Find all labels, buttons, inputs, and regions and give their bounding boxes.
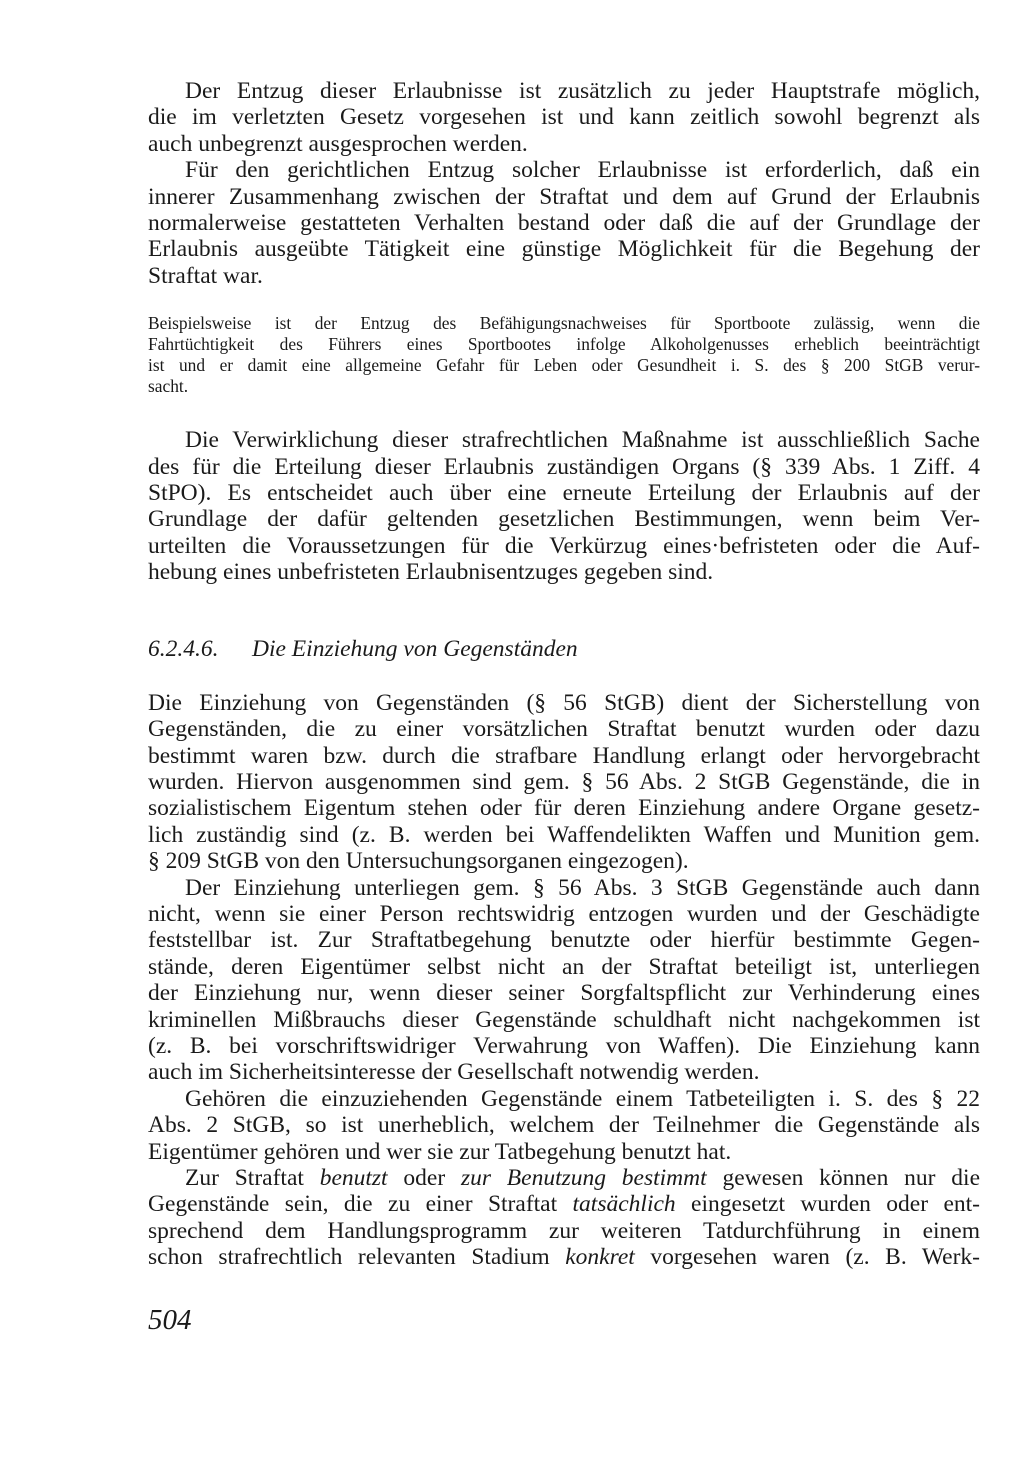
text-line: ist und er damit eine allgemeine Gefahr für Leben oder Gesundheit i. S. des § 200 StGB verur- <box>148 355 980 376</box>
text-line: sacht. <box>148 376 189 397</box>
text-run: eingesetzt wurden oder ent- <box>675 1191 980 1218</box>
text-line: feststellbar ist. Zur Straftatbegehung benutzte oder hierfür bestimmte Gegen- <box>148 927 980 954</box>
text-line: urteilten die Voraussetzungen für die Verkürzug eines·befristeten oder die Auf- <box>148 532 980 559</box>
text-line: sprechend dem Handlungsprogramm zur weiteren Tatdurchführung in einem <box>148 1217 980 1244</box>
paragraph-7 <box>148 1165 980 1271</box>
text-run: schon strafrechtlich relevanten Stadium <box>148 1244 566 1271</box>
text-line: nicht, wenn sie einer Person rechtswidrig entzogen wurden und der Geschädigte <box>148 900 980 927</box>
paragraph-6 <box>148 1086 980 1165</box>
text-line: normalerweise gestatteten Verhalten bestand oder daß die auf der Grundlage der <box>148 210 980 237</box>
text-run: Gegenstände sein, die zu einer Straftat <box>148 1191 573 1218</box>
text-line: sozialistischem Eigentum stehen oder für deren Einziehung andere Organe gesetz- <box>148 795 980 822</box>
section-title: Die Einziehung von Gegenständen <box>252 635 578 662</box>
section-heading <box>148 635 980 663</box>
text-line: Abs. 2 StGB, so ist unerheblich, welchem der Teilnehmer die Gegenstände als <box>148 1112 980 1139</box>
text-line: stände, deren Eigentümer selbst nicht an der Straftat beteiligt ist, unterliegen <box>148 953 980 980</box>
text-line: wurden. Hiervon ausgenommen sind gem. § 56 Abs. 2 StGB Gegenstände, die in <box>148 768 980 795</box>
text-line: Beispielsweise ist der Entzug des Befähigungsnachweises für Sportboote zulässig, wenn die <box>148 313 980 334</box>
text-line: auch unbegrenzt ausgesprochen werden. <box>148 130 528 157</box>
paragraph-3 <box>148 427 980 585</box>
text-line: Für den gerichtlichen Entzug solcher Erlaubnisse ist erforderlich, daß ein <box>185 157 980 184</box>
section-number: 6.2.4.6. <box>148 635 219 662</box>
emphasis: tatsächlich <box>572 1191 676 1218</box>
text-line: Der Einziehung unterliegen gem. § 56 Abs. 3 StGB Gegenstände auch dann <box>185 874 980 901</box>
paragraph-2 <box>148 157 980 289</box>
text-line: Gehören die einzuziehenden Gegenstände einem Tatbeteiligten i. S. des § 22 <box>185 1085 980 1112</box>
example-note <box>148 313 980 397</box>
text-line: Die Verwirklichung dieser strafrechtlichen Maßnahme ist ausschließlich Sache <box>185 427 980 454</box>
text-line: auch im Sicherheitsinteresse der Gesellschaft notwendig werden. <box>148 1059 760 1086</box>
text-line: Grundlage der dafür geltenden gesetzlichen Bestimmungen, wenn beim Ver- <box>148 506 980 533</box>
text-line: der Einziehung nur, wenn dieser seiner Sorgfaltspflicht zur Verhinderung eines <box>148 980 980 1007</box>
emphasis: konkret <box>565 1244 635 1271</box>
text-line: des für die Erteilung dieser Erlaubnis zuständigen Organs (§ 339 Abs. 1 Ziff. 4 <box>148 453 980 480</box>
text-line: Eigentümer gehören und wer sie zur Tatbegehung benutzt hat. <box>148 1138 732 1165</box>
text-run: oder <box>387 1165 461 1191</box>
text-run: Zur Straftat <box>185 1165 320 1191</box>
text-run: gewesen können nur die <box>706 1165 980 1191</box>
paragraph-4 <box>148 690 980 875</box>
text-line: Gegenständen, die zu einer vorsätzlichen Straftat benutzt wurden oder dazu <box>148 716 980 743</box>
text-line: Die Einziehung von Gegenständen (§ 56 StGB) dient der Sicherstellung von <box>148 689 980 716</box>
text-line: § 209 StGB von den Untersuchungsorganen eingezogen). <box>148 848 689 875</box>
page-number: 504 <box>148 1304 192 1336</box>
text-line: lich zuständig sind (z. B. werden bei Waffendelikten Waffen und Munition gem. <box>148 821 980 848</box>
paragraph-5 <box>148 875 980 1086</box>
text-line: bestimmt waren bzw. durch die strafbare Handlung erlangt oder hervorgebracht <box>148 742 980 769</box>
paragraph-1 <box>148 78 980 157</box>
text-line: hebung eines unbefristeten Erlaubnisentzuges gegeben sind. <box>148 559 714 586</box>
text-line: die im verletzten Gesetz vorgesehen ist und kann zeitlich sowohl begrenzt als <box>148 104 980 131</box>
text-line: Erlaubnis ausgeübte Tätigkeit eine günstige Möglichkeit für die Begehung der <box>148 236 980 263</box>
text-line: kriminellen Mißbrauchs dieser Gegenstände schuldhaft nicht nachgekommen ist <box>148 1006 980 1033</box>
text-line: innerer Zusammenhang zwischen der Straftat und dem auf Grund der Erlaubnis <box>148 183 980 210</box>
text-line <box>148 1191 980 1217</box>
text-line: Fahrtüchtigkeit des Führers eines Sportbootes infolge Alkoholgenusses erheblich beeinträchtigt <box>148 334 980 355</box>
page-body <box>148 78 980 1271</box>
text-line: StPO). Es entscheidet auch über eine erneute Erteilung der Erlaubnis auf der <box>148 480 980 507</box>
emphasis: benutzt <box>319 1165 388 1191</box>
text-line: Der Entzug dieser Erlaubnisse ist zusätzlich zu jeder Hauptstrafe möglich, <box>185 78 980 104</box>
text-line <box>148 1244 980 1270</box>
text-line: (z. B. bei vorschriftswidriger Verwahrung von Waffen). Die Einziehung kann <box>148 1032 980 1059</box>
emphasis: zur Benutzung bestimmt <box>460 1165 707 1191</box>
text-line: Straftat war. <box>148 262 263 289</box>
text-run: vorgesehen waren (z. B. Werk- <box>634 1244 980 1271</box>
text-line <box>148 1165 980 1191</box>
